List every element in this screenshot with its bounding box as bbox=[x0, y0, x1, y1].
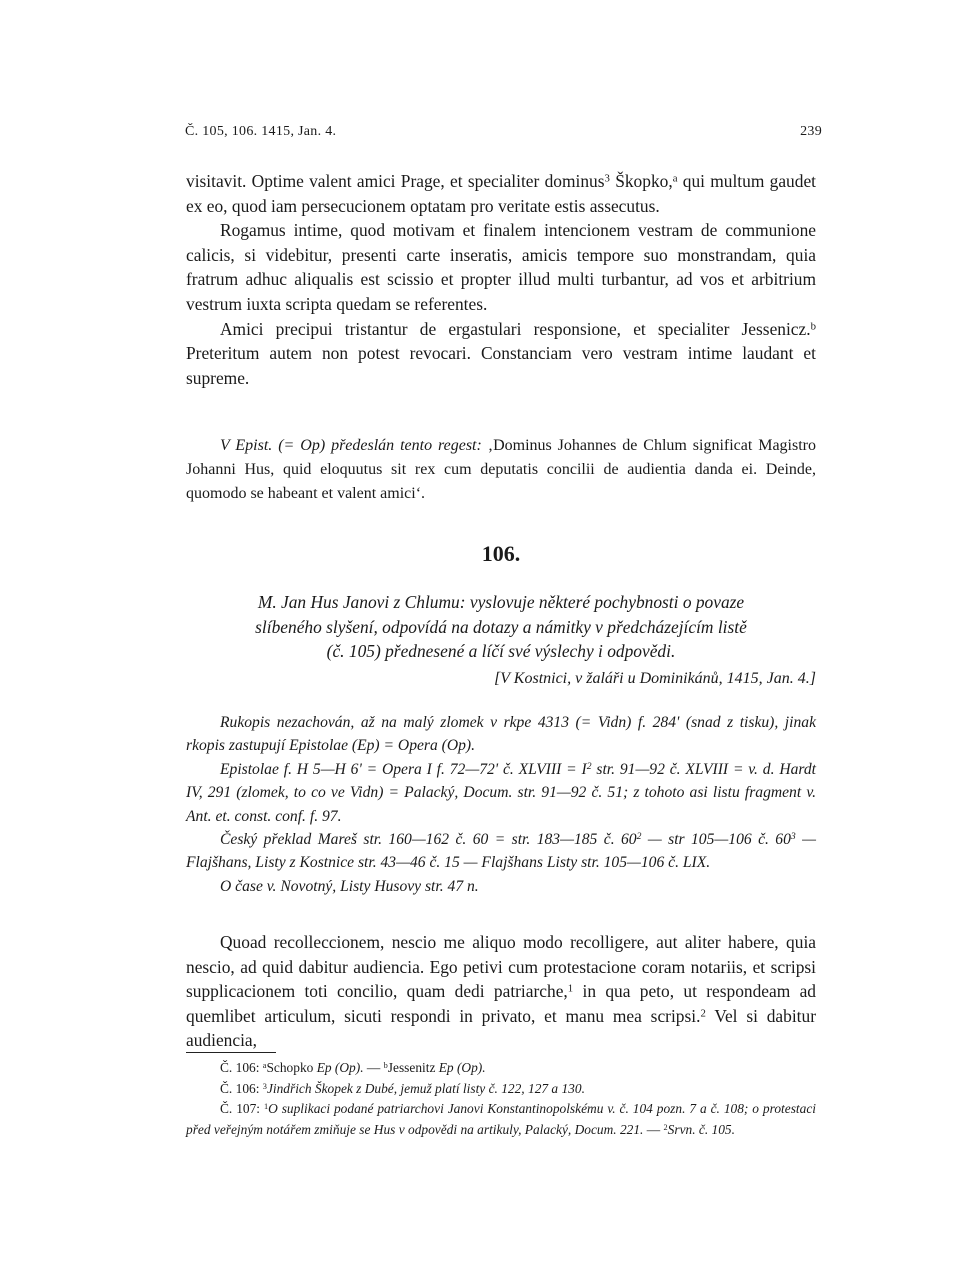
footnote: Č. 107: $^1$O suplikaci podané patriarchovi Janovi Konstantinopolskému v. č. 104 pozn. 7 a č. 108; o protestaci před veřejným notářem zmiňuje se Hus v odpovědi na artikuly, Palacký, Docum. 221. — $^2$Srvn. č. 105. bbox=[186, 1101, 816, 1137]
footnote: Č. 106: $^3$Jindřich Škopek z Dubé, jemuž platí listy č. 122, 127 a 130. bbox=[220, 1080, 585, 1096]
paragraph: visitavit. Optime valent amici Prage, et specialiter dominus$^3$ Škopko,$^a$ qui multum gaudet ex eo, quod iam persecucionem optatam pro veritate estis assecutus. bbox=[186, 171, 817, 216]
paragraph: Epistolae f. H 5—H 6' = Opera I f. 72—72' č. XLVIII = $I^2$ str. 91—92 č. XLVIII = v. d. Hardt IV, 291 (zlomek, to co ve Vidn) = Palacký, Docum. str. 91—92 č. 51; z tohoto asi listu fragment v. Ant. et. const. conf. f. 97. bbox=[186, 760, 816, 825]
paragraph: Rukopis nezachován, až na malý zlomek v rkpe 4313 (= Vidn) f. 284' (snad z tisku), jinak rkopis zastupují Epistolae (Ep) = Opera (Op). bbox=[186, 714, 816, 755]
title-line: (č. 105) přednesené a líčí své výslechy i odpovědi. bbox=[326, 641, 676, 662]
manuscript-apparatus bbox=[186, 711, 816, 898]
footnote-ref: 1 bbox=[567, 982, 574, 995]
letter-105-ending bbox=[186, 169, 816, 390]
running-header-left: Č. 105, 106. 1415, Jan. 4. bbox=[185, 124, 337, 139]
paragraph: Český překlad Mareš str. 160—162 č. 60 = str. 183—185 č. $60^2$ — str 105—106 č. $60^3$ — Flajšhans, Listy z Kostnice str. 43—46 č. 15 — Flajšhans Listy str. 105—106 č. LIX. bbox=[186, 831, 817, 872]
footnote-ref: b bbox=[810, 320, 816, 333]
letter-number: 106. bbox=[481, 541, 521, 566]
footnote: Č. 106: $^a$Schopko Ep (Op). — $^b$Jessenitz Ep (Op). bbox=[220, 1060, 486, 1075]
letter-title bbox=[186, 590, 816, 664]
regest-note: V Epist. (= Op) předeslán tento regest: ‚Dominus Johannes de Chlum significat Magistro Johanni Hus, quid eloquutus sit rex cum deputatis concilii de audientia danda ei. Deinde, quomodo se habeant et valent amici‘. bbox=[186, 437, 817, 502]
title-line: M. Jan Hus Janovi z Chlumu: vyslovuje některé pochybnosti o povaze bbox=[257, 592, 745, 612]
footnote-ref: a bbox=[672, 172, 678, 185]
footnote-ref: 3 bbox=[604, 172, 610, 185]
title-line: slíbeného slyšení, odpovídá na dotazy a námitky v předcházejícím listě bbox=[255, 616, 747, 637]
footnote-ref: 2 bbox=[700, 1007, 706, 1020]
letter-106-text bbox=[186, 930, 816, 1053]
footnote-divider bbox=[186, 1052, 276, 1053]
paragraph: O čase v. Novotný, Listy Husovy str. 47 n. bbox=[220, 877, 479, 895]
place-date: [V Kostnici, v žaláři u Dominikánů, 1415, Jan. 4.] bbox=[494, 670, 816, 687]
paragraph: Quoad recolleccionem, nescio me aliquo modo recolligere, aut aliter habere, quia nescio, ad quid dabitur audiencia. Ego petivi cum protestacione coram notariis, et scripsi supplicacionem toti concilio, quam dedi patriarche,$^1$ in qua peto, ut respondeam ad quemlibet articulum, sicuti respondi in privato, et manu mea scripsi.$^2$ Vel si dabitur audiencia, bbox=[186, 932, 816, 1051]
paragraph: Rogamus intime, quod motivam et finalem intencionem vestram de communione calicis, si videbitur, presenti carte inseratis, amicis tempore suo monstrandam, quia fratrum adhuc aliqualis est scissio et propter illud multi turbantur, ad vos et arbitrium vestrum iuxta scripta quedam se referentes. bbox=[186, 220, 816, 314]
paragraph: Amici precipui tristantur de ergastulari responsione, et specialiter Jessenicz.$^b$ Preteritum autem non potest revocari. Constanciam vero vestram intime laudant et supreme. bbox=[186, 318, 816, 388]
page-number: 239 bbox=[800, 124, 822, 139]
footnotes bbox=[186, 1058, 816, 1140]
